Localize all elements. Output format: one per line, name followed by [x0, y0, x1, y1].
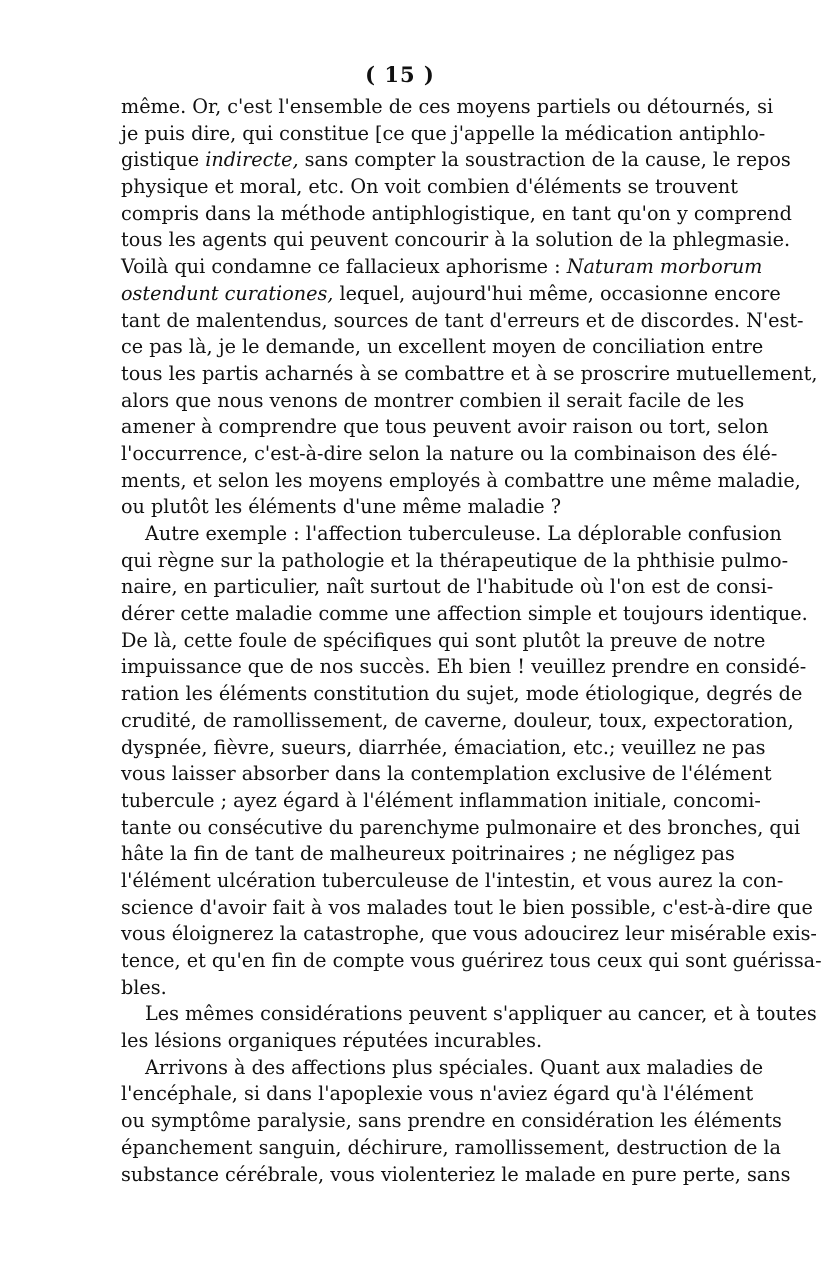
page-number: ( 15 ) [365, 62, 435, 87]
text-segment: physique et moral, etc. On voit combien d'éléments se trouvent [121, 175, 738, 199]
text-line [121, 414, 769, 441]
text-segment: impuissance que de nos succès. Eh bien ! veuillez prendre en considé- [121, 655, 807, 679]
text-segment: Arrivons à des affections plus spéciales. Quant aux maladies de [145, 1055, 764, 1079]
italic-text: indirecte, [205, 148, 299, 172]
text-line [121, 521, 782, 548]
text-segment: bles. [121, 975, 167, 999]
text-segment: hâte la fin de tant de malheureux poitrinaires ; ne négligez pas [121, 842, 735, 866]
text-line [121, 788, 761, 815]
text-segment: ments, et selon les moyens employés à combattre une même maladie, [121, 468, 801, 492]
text-line [121, 494, 685, 521]
text-segment: sans compter la soustraction de la cause, le repos [298, 148, 791, 172]
text-line [121, 841, 735, 868]
text-segment: ce pas là, je le demande, un excellent moyen de conciliation entre [121, 335, 764, 359]
text-line [121, 1162, 791, 1189]
text-segment: vous laisser absorber dans la contemplation exclusive de l'élément [121, 762, 772, 786]
text-line [121, 868, 784, 895]
text-line [121, 574, 774, 601]
text-line [121, 334, 764, 361]
text-segment: alors que nous venons de montrer combien il serait facile de les [121, 388, 745, 412]
text-line [121, 735, 766, 762]
text-segment: l'élément ulcération tuberculeuse de l'intestin, et vous aurez la con- [121, 868, 784, 892]
text-line [121, 1055, 764, 1082]
text-line [121, 121, 766, 148]
text-line [121, 388, 745, 415]
text-line [121, 361, 818, 388]
text-segment: épanchement sanguin, déchirure, ramollissement, destruction de la [121, 1135, 781, 1159]
text-line [121, 1135, 781, 1162]
text-line [121, 308, 804, 335]
text-line [121, 654, 807, 681]
text-segment: tante ou consécutive du parenchyme pulmonaire et des bronches, qui [121, 815, 801, 839]
text-segment: science d'avoir fait à vos malades tout le bien possible, c'est-à-dire que [121, 895, 813, 919]
text-line [121, 628, 766, 655]
paragraph [121, 1001, 817, 1054]
text-segment: De là, cette foule de spécifiques qui sont plutôt la preuve de notre [121, 628, 766, 652]
text-line [121, 1108, 782, 1135]
text-segment: ration les éléments constitution du sujet, mode étiologique, degrés de [121, 682, 803, 706]
text-line [121, 227, 791, 254]
text-line [121, 468, 801, 495]
text-line [121, 441, 778, 468]
text-segment: l'occurrence, c'est-à-dire selon la nature ou la combinaison des élé- [121, 441, 778, 465]
text-line [121, 254, 763, 281]
text-segment: même. Or, c'est l'ensemble de ces moyens partiels ou détournés, si [121, 95, 774, 118]
text-segment: je puis dire, qui constitue [ce que j'appelle la médication antiphlo- [121, 121, 766, 145]
text-segment: dyspnée, fièvre, sueurs, diarrhée, émaciation, etc.; veuillez ne pas [121, 735, 766, 759]
text-line [121, 1001, 817, 1028]
text-segment: vous éloignerez la catastrophe, que vous adoucirez leur misérable exis- [121, 922, 817, 946]
text-segment: substance cérébrale, vous violenteriez le malade en pure perte, sans [121, 1162, 791, 1186]
text-line [121, 815, 801, 842]
text-segment: tous les agents qui peuvent concourir à la solution de la phlegmasie. [121, 228, 791, 252]
text-line [121, 948, 822, 975]
text-line [121, 281, 781, 308]
text-line [121, 761, 772, 788]
text-segment: crudité, de ramollissement, de caverne, douleur, toux, expectoration, [121, 708, 794, 732]
text-segment: ou symptôme paralysie, sans prendre en considération les éléments [121, 1109, 782, 1133]
text-segment: dérer cette maladie comme une affection simple et toujours identique. [121, 602, 808, 626]
paragraph [121, 94, 818, 521]
text-segment: tubercule ; ayez égard à l'élément inflammation initiale, concomi- [121, 788, 761, 812]
paragraph [121, 1055, 791, 1188]
text-segment: gistique [121, 148, 206, 172]
text-line [121, 601, 808, 628]
text-segment: compris dans la méthode antiphlogistique, en tant qu'on y comprend [121, 201, 792, 225]
text-segment: lequel, aujourd'hui même, occasionne encore [333, 281, 781, 305]
text-line [121, 174, 738, 201]
text-line [121, 681, 803, 708]
text-line [121, 94, 774, 121]
text-line [121, 548, 789, 575]
text-segment: tence, et qu'en fin de compte vous guérirez tous ceux qui sont guérissa- [121, 949, 822, 972]
text-line [121, 921, 817, 948]
text-segment: tous les partis acharnés à se combattre et à se proscrire mutuellement, [121, 361, 818, 385]
text-line [121, 147, 791, 174]
text-segment: naire, en particulier, naît surtout de l'habitude où l'on est de consi- [121, 575, 774, 599]
text-segment: Autre exemple : l'affection tuberculeuse. La déplorable confusion [145, 522, 782, 545]
text-segment: l'encéphale, si dans l'apoplexie vous n'aviez égard qu'à l'élément [121, 1082, 754, 1106]
text-segment: Les mêmes considérations peuvent s'appliquer au cancer, et à toutes [145, 1002, 817, 1026]
text-line [121, 708, 794, 735]
italic-text: ostendunt curationes, [121, 281, 334, 305]
text-segment: amener à comprendre que tous peuvent avoir raison ou tort, selon [121, 415, 769, 439]
paragraph [121, 521, 822, 1001]
text-line [121, 201, 792, 228]
text-line [121, 895, 813, 922]
text-segment: tant de malentendus, sources de tant d'erreurs et de discordes. N'est- [121, 308, 804, 332]
text-segment: qui règne sur la pathologie et la thérapeutique de la phthisie pulmo- [121, 548, 789, 572]
text-segment: les lésions organiques réputées incurables. [121, 1029, 543, 1053]
text-line [121, 1028, 685, 1055]
text-segment: Voilà qui condamne ce fallacieux aphorisme : [121, 255, 567, 279]
text-segment: ou plutôt les éléments d'une même maladie ? [121, 495, 562, 519]
italic-text: Naturam morborum [566, 255, 763, 279]
body-text [121, 94, 822, 1188]
text-line [121, 975, 685, 1002]
text-line [121, 1081, 754, 1108]
